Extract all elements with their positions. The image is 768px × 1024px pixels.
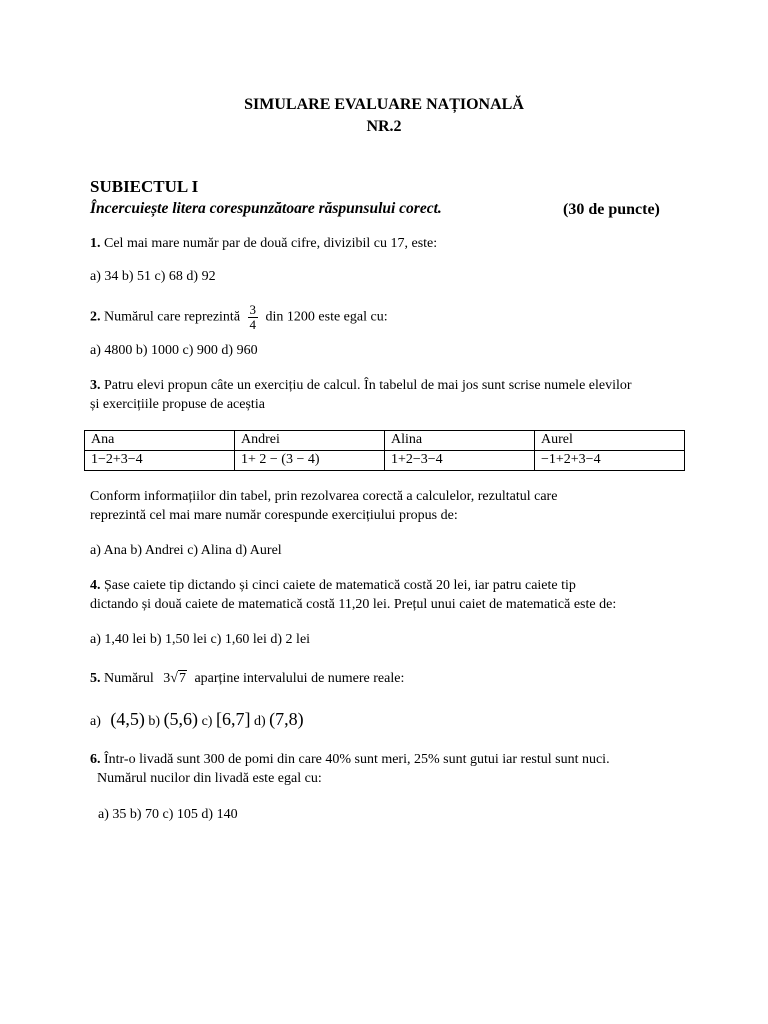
page-subtitle-number: NR.2 [366, 118, 402, 135]
question-3-followup-line1: Conform informațiilor din tabel, prin rezolvarea corectă a calculelor, rezultatul care [90, 489, 558, 504]
table-cell-name: Ana [85, 431, 235, 451]
table-cell-exercise: 1+ 2 − (3 − 4) [235, 450, 385, 470]
option-interval: (4,5) [110, 709, 145, 729]
table-cell-name: Andrei [235, 431, 385, 451]
question-text: Numărul [104, 671, 154, 686]
question-3 [90, 377, 632, 396]
question-5-options [90, 707, 304, 732]
question-2 [90, 303, 388, 331]
question-number: 4. [90, 578, 101, 593]
question-text: Numărul care reprezintă [104, 309, 241, 325]
table-cell-exercise: −1+2+3−4 [535, 450, 685, 470]
question-4-line2: dictando și două caiete de matematică costă 11,20 lei. Prețul unui caiet de matematică este de: [90, 597, 617, 612]
question-2-options: a) 4800 b) 1000 c) 900 d) 960 [90, 343, 258, 358]
question-text: Într-o livadă sunt 300 de pomi din care 40% sunt meri, 25% sunt gutui iar restul sunt nuci. [104, 752, 610, 767]
table-cell-exercise: 1−2+3−4 [85, 450, 235, 470]
question-4-options: a) 1,40 lei b) 1,50 lei c) 1,60 lei d) 2 lei [90, 632, 311, 647]
fraction-denominator: 4 [249, 316, 257, 332]
radicand: 7 [178, 671, 186, 686]
option-label: b) [148, 714, 161, 729]
question-3-line2: și exercițiile propuse de aceștia [90, 397, 265, 412]
fraction-numerator: 3 [249, 302, 257, 317]
table-cell-exercise: 1+2−3−4 [385, 450, 535, 470]
subject-points: (30 de puncte) [563, 201, 660, 218]
question-3-followup-line2: reprezintă cel mai mare număr corespunde exercițiului propus de: [90, 508, 458, 523]
option-interval: [6,7] [215, 709, 251, 729]
table-cell-name: Alina [385, 431, 535, 451]
question-text-after: din 1200 este egal cu: [265, 309, 388, 325]
question-text-after: aparține intervalului de numere reale: [194, 671, 405, 686]
question-1-options: a) 34 b) 51 c) 68 d) 92 [90, 269, 216, 284]
option-label: c) [201, 714, 213, 729]
option-interval: (7,8) [269, 709, 304, 729]
radical-expression [163, 671, 190, 686]
option-label: a) [90, 714, 101, 729]
table-row [85, 431, 685, 451]
radical-coefficient: 3 [163, 671, 171, 686]
question-text: Patru elevi propun câte un exercițiu de calcul. În tabelul de mai jos sunt scrise numele elevilor [104, 378, 632, 393]
question-6-line2: Numărul nucilor din livadă este egal cu: [97, 771, 322, 786]
subject-instruction: Încercuiește litera corespunzătoare răspunsului corect. [90, 200, 442, 217]
subject-title: SUBIECTUL I [90, 177, 199, 196]
option-interval: (5,6) [163, 709, 199, 729]
fraction [248, 303, 259, 331]
question-5 [90, 670, 404, 689]
question-number: 5. [90, 671, 101, 686]
question-number: 1. [90, 236, 101, 251]
question-6-options: a) 35 b) 70 c) 105 d) 140 [98, 807, 238, 822]
page-title: SIMULARE EVALUARE NAȚIONALĂ [244, 96, 524, 113]
question-1 [90, 235, 437, 254]
question-number: 2. [90, 309, 101, 325]
question-text: Șase caiete tip dictando și cinci caiete de matematică costă 20 lei, iar patru caiete tip [104, 578, 576, 593]
question-number: 6. [90, 752, 101, 767]
exercises-table [84, 430, 685, 471]
question-3-options: a) Ana b) Andrei c) Alina d) Aurel [90, 543, 282, 558]
question-6 [90, 751, 610, 770]
question-4 [90, 577, 576, 596]
option-label: d) [253, 714, 266, 729]
table-cell-name: Aurel [535, 431, 685, 451]
question-number: 3. [90, 378, 101, 393]
square-root: √7 [170, 671, 186, 686]
question-text: Cel mai mare număr par de două cifre, divizibil cu 17, este: [104, 236, 438, 251]
table-row [85, 450, 685, 470]
